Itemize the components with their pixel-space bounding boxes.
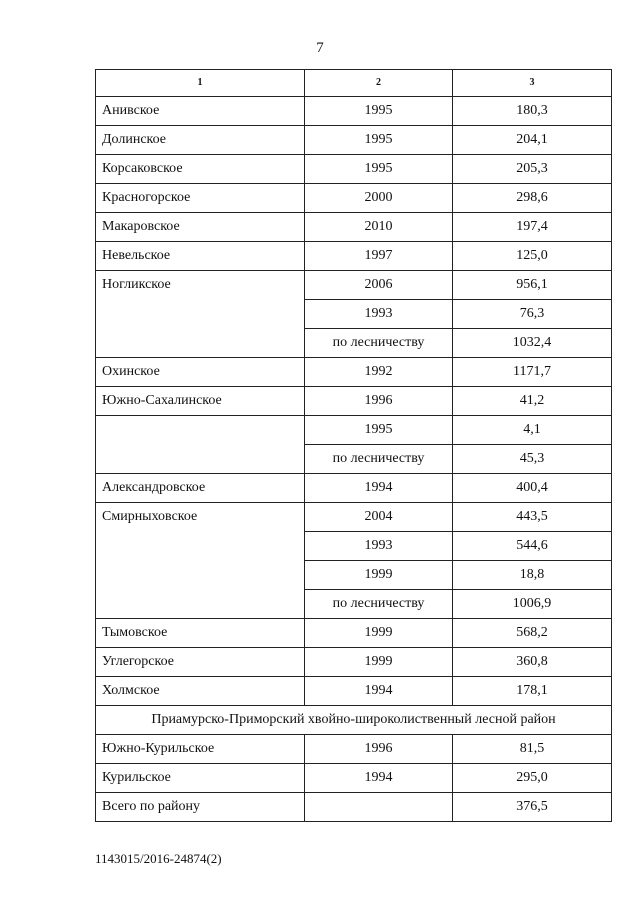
document-footer-id: 1143015/2016-24874(2) [95,851,222,866]
table-row [96,271,612,300]
value-cell: 298,6 [453,184,612,213]
year-cell: 1994 [305,474,453,503]
table-row [96,358,612,387]
year-cell: 1994 [305,677,453,706]
year-cell: 1993 [305,300,453,329]
table-row [96,735,612,764]
table-row [96,155,612,184]
year-cell: 1995 [305,97,453,126]
total-label: Всего по району [96,793,305,822]
forestry-name: Курильское [96,764,305,793]
forestry-table [95,69,612,822]
year-cell: 1995 [305,126,453,155]
table-row [96,648,612,677]
forestry-name: Анивское [96,97,305,126]
year-cell: 1997 [305,242,453,271]
forestry-name: Холмское [96,677,305,706]
column-header: 1 [96,70,305,97]
value-cell: 4,1 [453,416,612,445]
value-cell: 18,8 [453,561,612,590]
region-heading-row [96,706,612,735]
year-cell: 1999 [305,648,453,677]
forestry-name: Углегорское [96,648,305,677]
year-cell: 2006 [305,271,453,300]
value-cell: 443,5 [453,503,612,532]
value-cell: 178,1 [453,677,612,706]
year-cell: 2004 [305,503,453,532]
forestry-name: Красногорское [96,184,305,213]
year-cell: 2000 [305,184,453,213]
value-cell: 568,2 [453,619,612,648]
region-heading: Приамурско-Приморский хвойно-широколиственный лесной район [96,706,612,735]
value-cell: 544,6 [453,532,612,561]
value-cell: 205,3 [453,155,612,184]
value-cell: 1171,7 [453,358,612,387]
year-cell: 1995 [305,155,453,184]
forestry-name: Александровское [96,474,305,503]
value-cell: 204,1 [453,126,612,155]
subtotal-label: по лесничеству [305,329,453,358]
year-cell: 2010 [305,213,453,242]
table-row [96,97,612,126]
value-cell: 76,3 [453,300,612,329]
value-cell: 400,4 [453,474,612,503]
year-cell: 1999 [305,619,453,648]
year-cell: 1996 [305,387,453,416]
year-cell: 1993 [305,532,453,561]
table-row [96,242,612,271]
forestry-name: Невельское [96,242,305,271]
total-row [96,793,612,822]
table-header-row [96,70,612,97]
forestry-name [96,416,305,474]
value-cell: 956,1 [453,271,612,300]
table-row [96,387,612,416]
table-row [96,503,612,532]
forestry-name: Охинское [96,358,305,387]
table-row [96,126,612,155]
column-header: 2 [305,70,453,97]
year-cell: 1995 [305,416,453,445]
table-row [96,677,612,706]
year-cell: 1999 [305,561,453,590]
value-cell: 197,4 [453,213,612,242]
forestry-name: Макаровское [96,213,305,242]
column-header: 3 [453,70,612,97]
forestry-name: Долинское [96,126,305,155]
value-cell: 1006,9 [453,590,612,619]
value-cell: 41,2 [453,387,612,416]
subtotal-label: по лесничеству [305,590,453,619]
forestry-name: Южно-Курильское [96,735,305,764]
forestry-name: Смирныховское [96,503,305,619]
table-row [96,213,612,242]
table-row [96,764,612,793]
year-cell: 1992 [305,358,453,387]
value-cell: 1032,4 [453,329,612,358]
year-cell: 1994 [305,764,453,793]
year-cell [305,793,453,822]
forestry-name: Ногликское [96,271,305,358]
table-row [96,474,612,503]
forestry-name: Южно-Сахалинское [96,387,305,416]
table-row [96,619,612,648]
table-row [96,416,612,445]
value-cell: 81,5 [453,735,612,764]
forestry-name: Корсаковское [96,155,305,184]
table-row [96,184,612,213]
forestry-name: Тымовское [96,619,305,648]
total-value: 376,5 [453,793,612,822]
value-cell: 45,3 [453,445,612,474]
value-cell: 180,3 [453,97,612,126]
value-cell: 360,8 [453,648,612,677]
year-cell: 1996 [305,735,453,764]
value-cell: 125,0 [453,242,612,271]
subtotal-label: по лесничеству [305,445,453,474]
page-number: 7 [316,40,324,56]
value-cell: 295,0 [453,764,612,793]
